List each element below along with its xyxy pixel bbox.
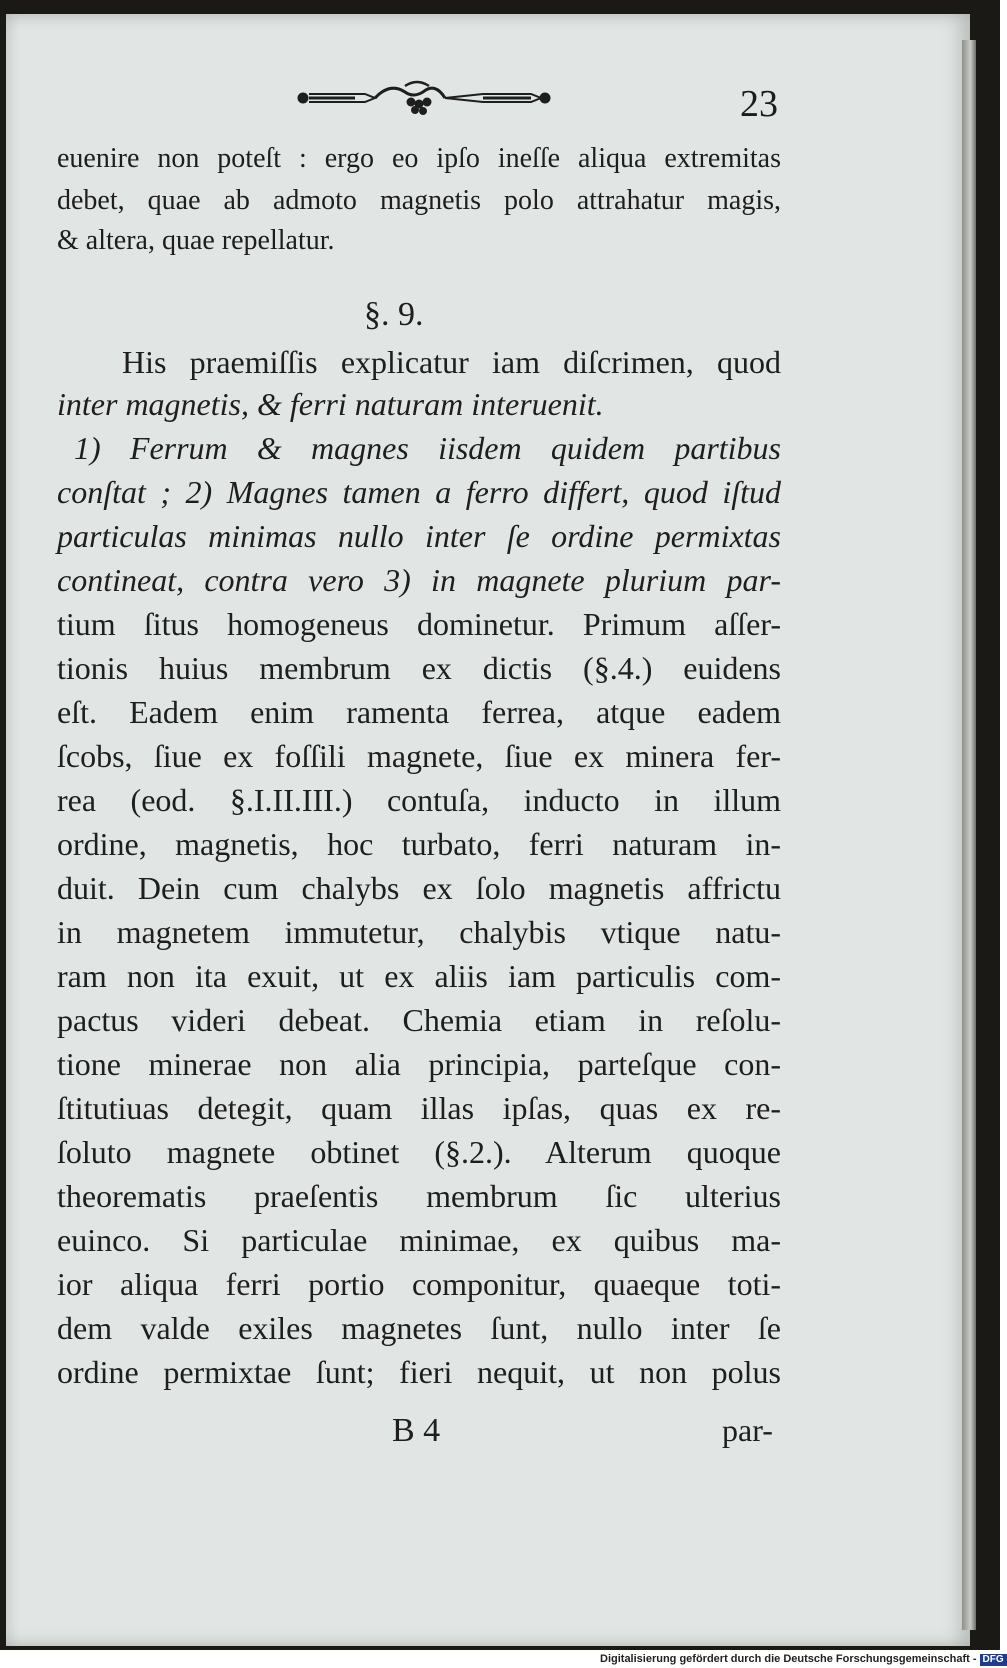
text-line: tione minerae non alia principia, parteſque con- <box>57 1046 781 1082</box>
ornament-headpiece <box>295 78 553 118</box>
text-line: eſt. Eadem enim ramenta ferrea, atque eadem <box>57 694 781 730</box>
text-line: euenire non poteſt : ergo eo ipſo ineſſe aliqua extremitas <box>57 143 781 174</box>
text-line: 1) Ferrum & magnes iisdem quidem partibus <box>74 430 781 466</box>
text-line: particulas minimas nullo inter ſe ordine permixtas <box>57 518 781 554</box>
text-line: ordine, magnetis, hoc turbato, ferri naturam in- <box>57 826 781 862</box>
text-line: His praemiſſis explicatur iam diſcrimen, quod <box>122 344 781 380</box>
text-line: ſtitutiuas detegit, quam illas ipſas, quas ex re- <box>57 1090 781 1126</box>
text-line: dem valde exiles magnetes ſunt, nullo inter ſe <box>57 1310 781 1346</box>
text-line: ior aliqua ferri portio componitur, quaeque toti- <box>57 1266 781 1302</box>
page-number: 23 <box>740 83 778 125</box>
text-line: tium ſitus homogeneus dominetur. Primum aſſer- <box>57 606 781 642</box>
text-line: ſcobs, ſiue ex foſſili magnete, ſiue ex minera fer- <box>57 738 781 774</box>
digitization-footer <box>600 1652 1004 1666</box>
text-line: ram non ita exuit, ut ex aliis iam particulis com- <box>57 958 781 994</box>
text-line: duit. Dein cum chalybs ex ſolo magnetis affrictu <box>57 870 781 906</box>
section-heading: §. 9. <box>364 296 424 333</box>
text-line: & altera, quae repellatur. <box>57 225 335 256</box>
dfg-logo: DFG <box>980 1654 1007 1666</box>
catchword: par- <box>722 1412 773 1448</box>
signature-mark: B 4 <box>392 1412 441 1449</box>
text-line: pactus videri debeat. Chemia etiam in reſolu- <box>57 1002 781 1038</box>
text-line: debet, quae ab admoto magnetis polo attrahatur magis, <box>57 185 781 216</box>
text-line: in magnetem immutetur, chalybis vtique natu- <box>57 914 781 950</box>
text-line: theorematis praeſentis membrum ſic ulterius <box>57 1178 781 1214</box>
text-line: rea (eod. §.I.II.III.) contuſa, inducto in illum <box>57 782 781 818</box>
footer-text: Digitalisierung gefördert durch die Deutsche Forschungsgemeinschaft - <box>600 1653 977 1665</box>
text-line: conſtat ; 2) Magnes tamen a ferro differt, quod iſtud <box>57 474 781 510</box>
text-line: inter magnetis, & ferri naturam interuenit. <box>57 386 604 422</box>
page-edge <box>962 40 976 1630</box>
text-line: contineat, contra vero 3) in magnete plurium par- <box>57 562 781 598</box>
text-line: ordine permixtae ſunt; fieri nequit, ut non polus <box>57 1354 781 1390</box>
text-line: euinco. Si particulae minimae, ex quibus ma- <box>57 1222 781 1258</box>
text-line: ſoluto magnete obtinet (§.2.). Alterum quoque <box>57 1134 781 1170</box>
text-line: tionis huius membrum ex dictis (§.4.) euidens <box>57 650 781 686</box>
